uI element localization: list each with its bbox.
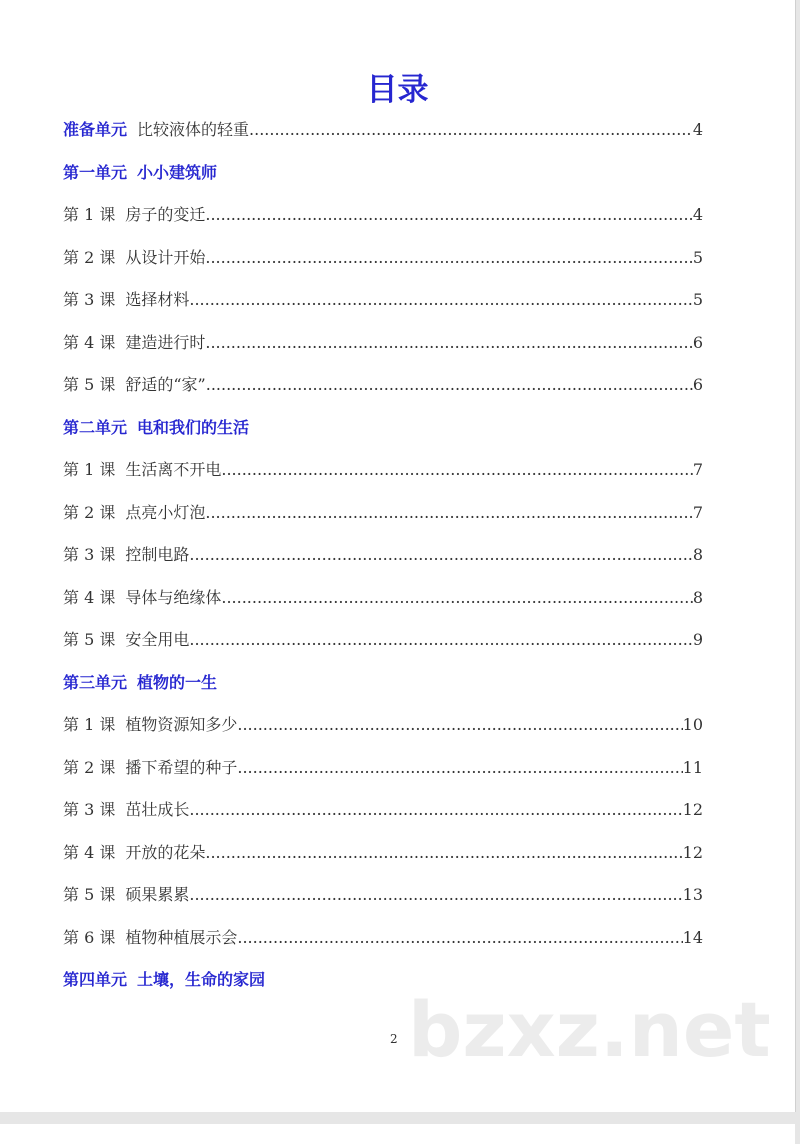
entry-page-number: 4 bbox=[692, 205, 703, 224]
entry-title: 房子的变迁 bbox=[125, 205, 206, 224]
unit-label: 第四单元 bbox=[63, 970, 128, 989]
page-number: 2 bbox=[390, 1032, 398, 1046]
entry-title: 选择材料 bbox=[125, 290, 190, 309]
entry-title: 土壤，生命的家园 bbox=[137, 970, 266, 989]
entry-page-number: 13 bbox=[682, 885, 703, 904]
toc-unit-entry[interactable] bbox=[63, 152, 703, 195]
dot-leader bbox=[189, 279, 692, 322]
entry-page-number: 12 bbox=[682, 842, 703, 862]
dot-leader bbox=[189, 789, 682, 832]
toc-unit-entry[interactable] bbox=[63, 109, 703, 152]
entry-title: 植物的一生 bbox=[137, 672, 218, 692]
lesson-number: 第 5 课 bbox=[63, 375, 116, 394]
entry-title: 建造进行时 bbox=[125, 332, 206, 352]
entry-title: 控制电路 bbox=[125, 545, 190, 564]
dot-leader bbox=[205, 492, 692, 535]
entry-page-number: 7 bbox=[692, 502, 703, 522]
unit-label: 第一单元 bbox=[63, 162, 128, 182]
toc-lesson-entry[interactable] bbox=[63, 194, 703, 237]
toc-lesson-entry[interactable] bbox=[63, 789, 703, 832]
lesson-number: 第 1 课 bbox=[63, 715, 116, 734]
toc-lesson-entry[interactable] bbox=[63, 279, 703, 322]
dot-leader bbox=[237, 747, 682, 790]
lesson-number: 第 5 课 bbox=[63, 885, 116, 904]
dot-leader bbox=[221, 577, 692, 620]
lesson-number: 第 1 课 bbox=[63, 205, 116, 224]
entry-page-number: 6 bbox=[692, 375, 703, 394]
lesson-number: 第 3 课 bbox=[63, 545, 116, 564]
entry-title: 生活离不开电 bbox=[125, 460, 222, 479]
dot-leader bbox=[221, 449, 692, 492]
toc-lesson-entry[interactable] bbox=[63, 534, 703, 577]
entry-title: 硕果累累 bbox=[125, 885, 190, 904]
toc-lesson-entry[interactable] bbox=[63, 364, 703, 407]
dot-leader bbox=[189, 619, 692, 662]
lesson-number: 第 2 课 bbox=[63, 757, 116, 777]
entry-page-number: 11 bbox=[682, 757, 703, 777]
toc-lesson-entry[interactable] bbox=[63, 917, 703, 960]
toc-lesson-entry[interactable] bbox=[63, 747, 703, 790]
lesson-number: 第 3 课 bbox=[63, 290, 116, 309]
toc-lesson-entry[interactable] bbox=[63, 832, 703, 875]
entry-page-number: 10 bbox=[682, 715, 703, 734]
entry-page-number: 5 bbox=[692, 290, 703, 309]
entry-title: 电和我们的生活 bbox=[137, 417, 250, 437]
lesson-number: 第 1 课 bbox=[63, 460, 116, 479]
toc-lesson-entry[interactable] bbox=[63, 492, 703, 535]
toc-unit-entry[interactable] bbox=[63, 662, 703, 705]
entry-title: 舒适的“家” bbox=[125, 375, 206, 394]
toc-lesson-entry[interactable] bbox=[63, 322, 703, 365]
unit-label: 第二单元 bbox=[63, 417, 128, 437]
dot-leader bbox=[205, 832, 682, 875]
entry-page-number: 6 bbox=[692, 332, 703, 352]
dot-leader bbox=[189, 874, 682, 917]
lesson-number: 第 4 课 bbox=[63, 332, 116, 352]
entry-title: 导体与绝缘体 bbox=[125, 587, 222, 607]
entry-title: 安全用电 bbox=[125, 630, 190, 649]
dot-leader bbox=[237, 704, 682, 747]
entry-page-number: 5 bbox=[692, 247, 703, 267]
next-page-edge bbox=[0, 1124, 795, 1144]
dot-leader bbox=[205, 237, 692, 280]
entry-title: 小小建筑师 bbox=[137, 162, 218, 182]
entry-page-number: 14 bbox=[682, 927, 703, 947]
lesson-number: 第 4 课 bbox=[63, 842, 116, 862]
toc-lesson-entry[interactable] bbox=[63, 237, 703, 280]
entry-title: 茁壮成长 bbox=[125, 800, 190, 819]
entry-title: 开放的花朵 bbox=[125, 842, 206, 862]
toc-lesson-entry[interactable] bbox=[63, 577, 703, 620]
toc-lesson-entry[interactable] bbox=[63, 874, 703, 917]
lesson-number: 第 4 课 bbox=[63, 587, 116, 607]
entry-title: 从设计开始 bbox=[125, 247, 206, 267]
watermark: bzxz.net bbox=[408, 985, 771, 1074]
entry-page-number: 7 bbox=[692, 460, 703, 479]
toc-lesson-entry[interactable] bbox=[63, 704, 703, 747]
toc-title: 目录 bbox=[366, 72, 429, 108]
unit-label: 准备单元 bbox=[63, 120, 128, 139]
toc-unit-entry[interactable] bbox=[63, 407, 703, 450]
dot-leader bbox=[205, 194, 692, 237]
entry-title: 植物资源知多少 bbox=[125, 715, 238, 734]
dot-leader bbox=[205, 322, 692, 365]
entry-page-number: 8 bbox=[692, 545, 703, 564]
entry-page-number: 8 bbox=[692, 587, 703, 607]
entry-title: 植物种植展示会 bbox=[125, 927, 238, 947]
table-of-contents bbox=[63, 109, 703, 1002]
toc-lesson-entry[interactable] bbox=[63, 619, 703, 662]
unit-label: 第三单元 bbox=[63, 672, 128, 692]
toc-lesson-entry[interactable] bbox=[63, 449, 703, 492]
entry-page-number: 12 bbox=[682, 800, 703, 819]
lesson-number: 第 2 课 bbox=[63, 502, 116, 522]
entry-title: 播下希望的种子 bbox=[125, 757, 238, 777]
lesson-number: 第 5 课 bbox=[63, 630, 116, 649]
dot-leader bbox=[206, 364, 693, 407]
lesson-number: 第 3 课 bbox=[63, 800, 116, 819]
dot-leader bbox=[189, 534, 692, 577]
lesson-number: 第 6 课 bbox=[63, 927, 116, 947]
entry-page-number: 9 bbox=[692, 630, 703, 649]
dot-leader bbox=[249, 109, 693, 152]
entry-page-number: 4 bbox=[692, 120, 703, 139]
lesson-number: 第 2 课 bbox=[63, 247, 116, 267]
dot-leader bbox=[237, 917, 682, 960]
entry-title: 比较液体的轻重 bbox=[137, 120, 250, 139]
entry-title: 点亮小灯泡 bbox=[125, 502, 206, 522]
